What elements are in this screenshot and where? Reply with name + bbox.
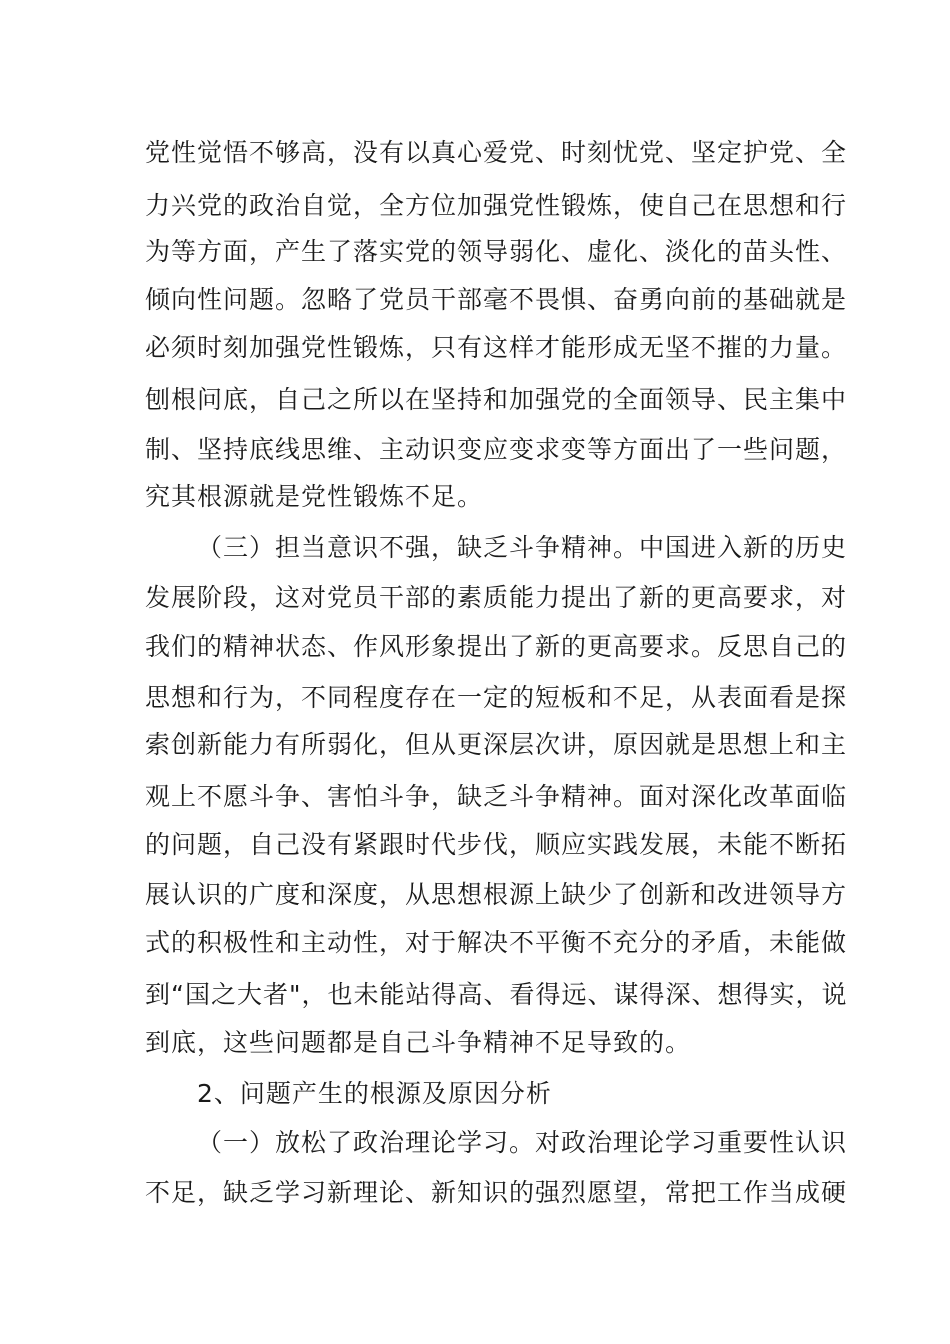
paragraph-line: 为等方面，产生了落实党的领导弱化、虚化、淡化的苗头性、 bbox=[145, 237, 848, 266]
paragraph-line: 的问题，自己没有紧跟时代步伐，顺应实践发展，未能不断拓 bbox=[145, 830, 848, 859]
paragraph-line: 力兴党的政治自觉，全方位加强党性锻炼，使自己在思想和行 bbox=[145, 191, 848, 220]
paragraph-line: 制、坚持底线思维、主动识变应变求变等方面出了一些问题， bbox=[145, 435, 848, 464]
paragraph-line: 究其根源就是党性锻炼不足。 bbox=[145, 482, 484, 511]
section-heading-1: （一）放松了政治理论学习。对政治理论学习重要性认识 bbox=[197, 1128, 848, 1157]
paragraph-line: 观上不愿斗争、害怕斗争，缺乏斗争精神。面对深化改革面临 bbox=[145, 782, 848, 811]
section-heading-3: （三）担当意识不强，缺乏斗争精神。中国进入新的历史 bbox=[197, 533, 848, 562]
paragraph-line: 到“国之大者"，也未能站得高、看得远、谋得深、想得实，说 bbox=[145, 980, 848, 1009]
paragraph-line: 思想和行为，不同程度存在一定的短板和不足，从表面看是探 bbox=[145, 683, 848, 712]
section-title-2: 2、问题产生的根源及原因分析 bbox=[197, 1079, 552, 1108]
paragraph-line: 党性觉悟不够高，没有以真心爱党、时刻忧党、坚定护党、全 bbox=[145, 138, 848, 167]
paragraph-line: 刨根问底，自己之所以在坚持和加强党的全面领导、民主集中 bbox=[145, 385, 848, 414]
paragraph-line: 索创新能力有所弱化，但从更深层次讲，原因就是思想上和主 bbox=[145, 730, 848, 759]
paragraph-line: 我们的精神状态、作风形象提出了新的更高要求。反思自己的 bbox=[145, 632, 848, 661]
paragraph-line: 不足，缺乏学习新理论、新知识的强烈愿望，常把工作当成硬 bbox=[145, 1178, 848, 1207]
paragraph-line: 发展阶段，这对党员干部的素质能力提出了新的更高要求，对 bbox=[145, 583, 848, 612]
paragraph-line: 必须时刻加强党性锻炼，只有这样才能形成无坚不摧的力量。 bbox=[145, 333, 848, 362]
paragraph-line: 到底，这些问题都是自己斗争精神不足导致的。 bbox=[145, 1028, 692, 1057]
paragraph-line: 展认识的广度和深度，从思想根源上缺少了创新和改进领导方 bbox=[145, 880, 848, 909]
paragraph-line: 倾向性问题。忽略了党员干部毫不畏惧、奋勇向前的基础就是 bbox=[145, 285, 848, 314]
paragraph-line: 式的积极性和主动性，对于解决不平衡不充分的矛盾，未能做 bbox=[145, 928, 848, 957]
